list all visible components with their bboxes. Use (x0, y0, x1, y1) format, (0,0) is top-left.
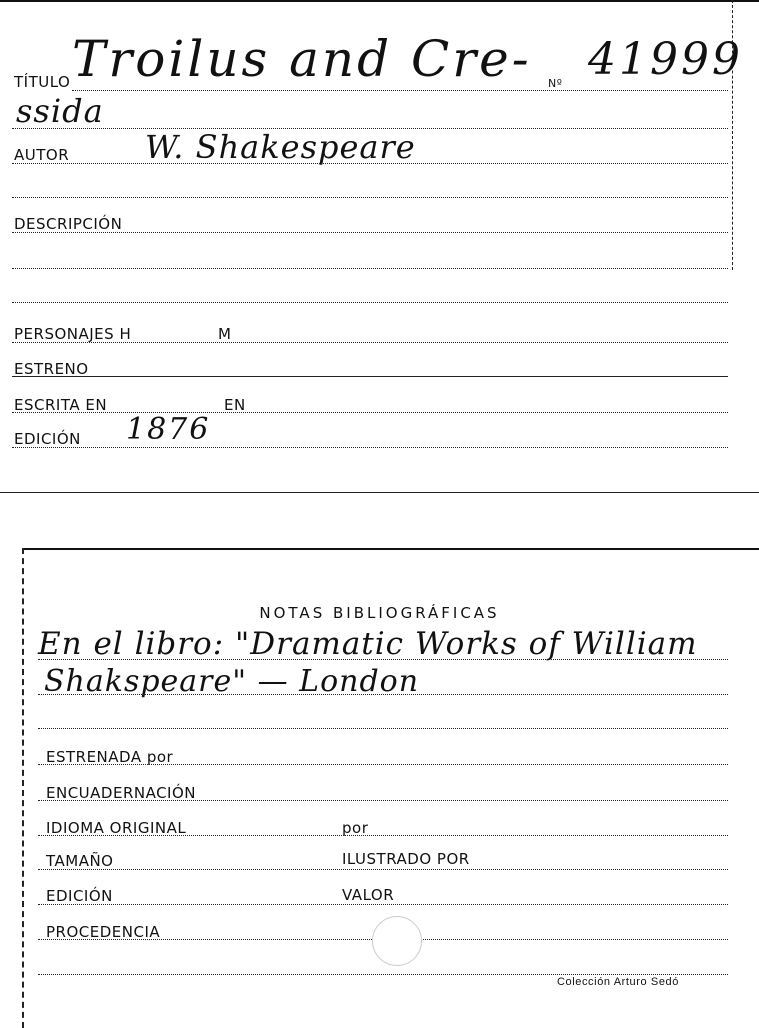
edicion-value: 1876 (126, 412, 211, 447)
encuadernacion-line (38, 800, 728, 801)
tamano-line (38, 869, 728, 870)
valor-label: VALOR (342, 886, 395, 904)
estreno-label: ESTRENO (14, 360, 89, 378)
titulo-value-line1: Troilus and Cre- (72, 30, 532, 88)
blank-line-b (38, 974, 728, 975)
autor-label: AUTOR (14, 146, 70, 164)
notes-line1: En el libro: "Dramatic Works of William (38, 626, 698, 662)
tamano-label: TAMAÑO (46, 852, 114, 870)
numero-value: 41999 (588, 34, 743, 85)
descripcion-line (12, 232, 728, 233)
titulo-label: TÍTULO (14, 73, 71, 91)
autor-line (12, 163, 728, 164)
idioma-label: IDIOMA ORIGINAL (46, 819, 187, 837)
titulo-value-line2: ssida (16, 92, 104, 130)
escrita-line (12, 412, 728, 413)
estrenada-label: ESTRENADA por (46, 748, 174, 766)
notes-line2: Shakspeare" — London (44, 664, 420, 699)
procedencia-label: PROCEDENCIA (46, 923, 161, 941)
notes-rule-3 (38, 728, 728, 729)
escrita-label: ESCRITA EN (14, 396, 108, 414)
por-label: por (342, 819, 369, 837)
blank-line-3 (12, 302, 728, 303)
encuadernacion-label: ENCUADERNACIÓN (46, 784, 197, 802)
catalog-card-top (0, 0, 759, 495)
card-bottom-top-edge (22, 548, 759, 550)
personajes-label: PERSONAJES H (14, 325, 132, 343)
blank-line-2 (12, 268, 728, 269)
edicion-b-line (38, 904, 728, 905)
autor-value: W. Shakespeare (145, 128, 416, 166)
personajes-line (12, 342, 728, 343)
edicion-line (12, 447, 728, 448)
collection-credit: Colección Arturo Sedó (556, 976, 679, 988)
mujeres-label: M (218, 325, 232, 343)
notas-heading: NOTAS BIBLIOGRÁFICAS (259, 604, 500, 622)
catalog-card-bottom (0, 548, 759, 1028)
estreno-line (12, 376, 728, 377)
estrenada-line (38, 764, 728, 765)
escrita-en-label: EN (224, 396, 246, 414)
punch-hole (372, 916, 422, 966)
edicion-b-label: EDICIÓN (46, 887, 113, 905)
ilustrado-label: ILUSTRADO POR (342, 850, 470, 868)
descripcion-label: DESCRIPCIÓN (14, 215, 123, 233)
notes-rule-2 (38, 694, 728, 695)
blank-line-1 (12, 197, 728, 198)
notes-rule-1 (38, 659, 728, 660)
card-divider (0, 492, 759, 493)
card-top-edge (0, 0, 759, 10)
idioma-line (38, 835, 728, 836)
numero-label: Nº (548, 77, 563, 90)
titulo-line (72, 90, 728, 91)
edicion-label: EDICIÓN (14, 430, 81, 448)
